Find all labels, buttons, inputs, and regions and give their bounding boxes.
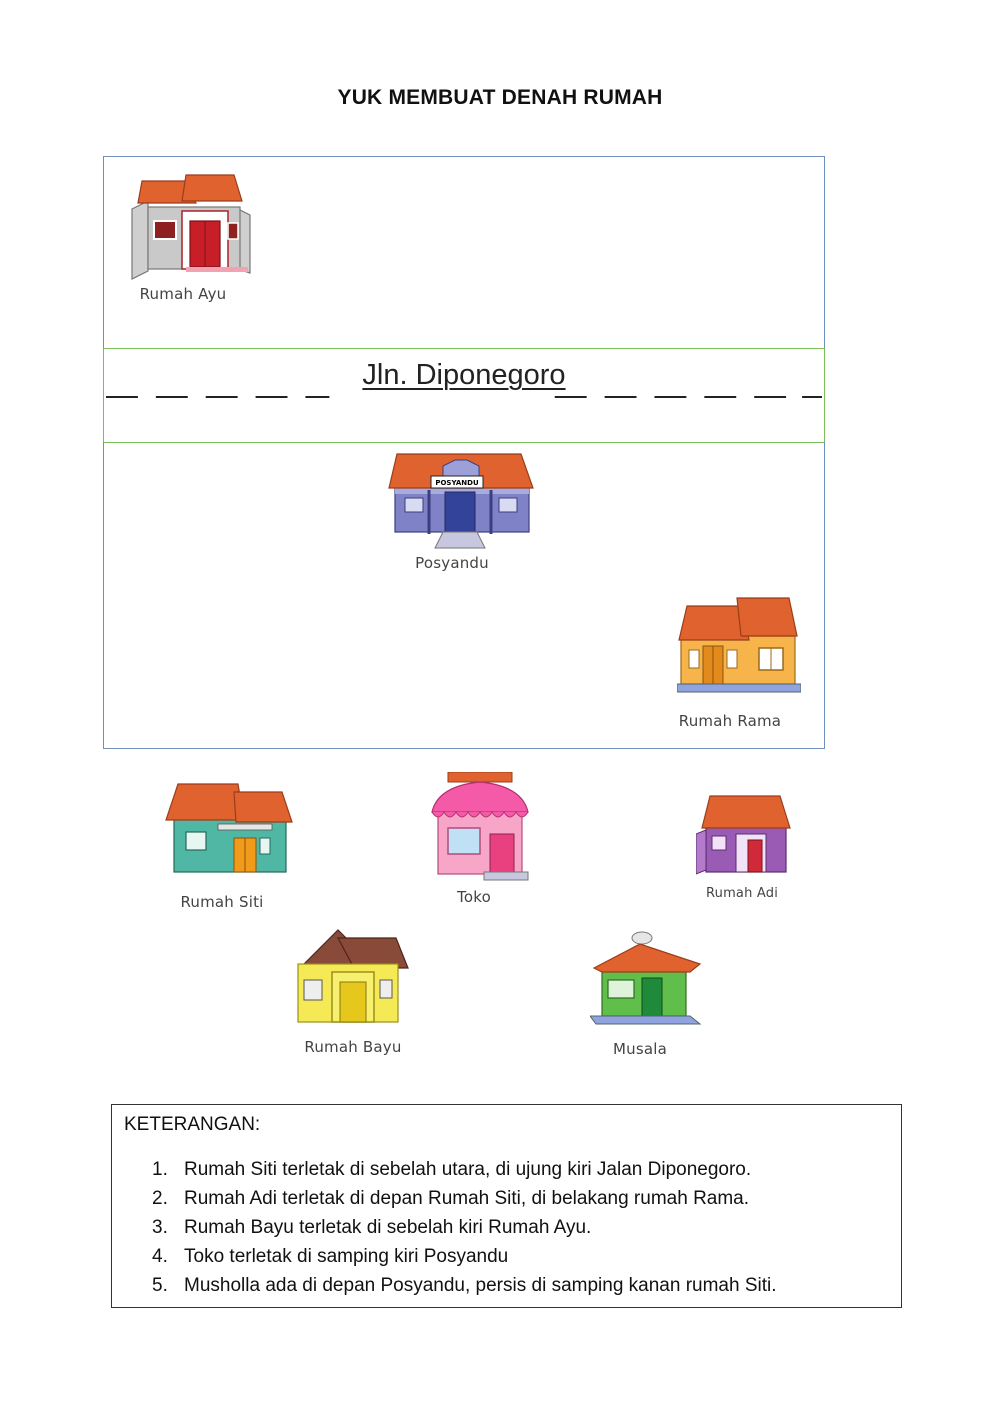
rumah-rama-house-icon[interactable]: [677, 596, 801, 694]
legend-item-text: Rumah Bayu terletak di sebelah kiri Rumah Ayu.: [184, 1217, 592, 1238]
legend-item: [152, 1213, 777, 1242]
musala-label: Musala: [612, 1040, 667, 1058]
rumah-bayu-label: Rumah Bayu: [304, 1038, 402, 1056]
road[interactable]: [103, 348, 825, 443]
rumah-adi-label: Rumah Adi: [705, 886, 779, 901]
legend-item-text: Musholla ada di depan Posyandu, persis di samping kanan rumah Siti.: [184, 1275, 777, 1296]
map-north-area[interactable]: [103, 156, 825, 349]
rumah-siti-label: Rumah Siti: [180, 893, 264, 911]
legend-title: KETERANGAN:: [124, 1114, 261, 1135]
legend-item-number: 2.: [152, 1188, 168, 1209]
rumah-adi-house-icon[interactable]: [696, 794, 792, 878]
toko-shop-icon[interactable]: [428, 772, 532, 884]
legend-item: [152, 1271, 777, 1300]
legend-item-number: 4.: [152, 1246, 168, 1267]
legend-item: [152, 1184, 777, 1213]
posyandu-building-icon[interactable]: [387, 452, 535, 552]
legend-item-text: Rumah Adi terletak di depan Rumah Siti, di belakang rumah Rama.: [184, 1188, 750, 1209]
legend-list: [152, 1155, 777, 1300]
posyandu-label: Posyandu: [415, 554, 489, 572]
posyandu-sign: POSYANDU: [435, 479, 479, 487]
legend-item-number: 1.: [152, 1159, 168, 1180]
legend-item: [152, 1155, 777, 1184]
road-name: Jln. Diponegoro: [362, 359, 566, 391]
rumah-rama-label: Rumah Rama: [678, 712, 782, 730]
map-south-area[interactable]: [103, 442, 825, 749]
legend-item: [152, 1242, 777, 1271]
page-title: YUK MEMBUAT DENAH RUMAH: [337, 86, 663, 109]
legend-box: [111, 1104, 902, 1308]
toko-label: Toko: [457, 888, 491, 906]
legend-item-number: 5.: [152, 1275, 168, 1296]
rumah-ayu-house-icon[interactable]: [126, 171, 256, 286]
building-options: [0, 770, 1000, 1070]
legend-item-text: Rumah Siti terletak di sebelah utara, di ujung kiri Jalan Diponegoro.: [184, 1159, 752, 1180]
rumah-siti-house-icon[interactable]: [164, 782, 294, 882]
musala-mosque-icon[interactable]: [590, 930, 702, 1026]
legend-item-number: 3.: [152, 1217, 168, 1238]
rumah-ayu-label: Rumah Ayu: [139, 285, 227, 303]
rumah-bayu-house-icon[interactable]: [294, 926, 410, 1026]
legend-item-text: Toko terletak di samping kiri Posyandu: [184, 1246, 509, 1267]
